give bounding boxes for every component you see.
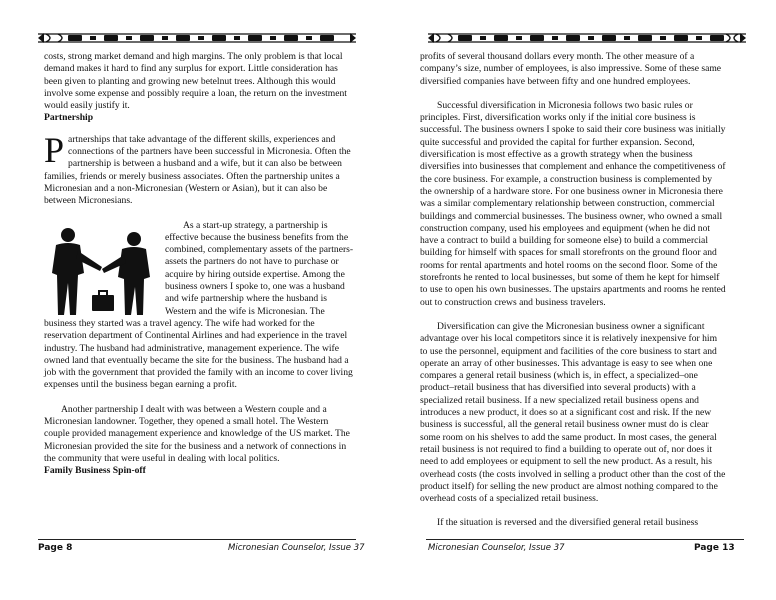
body-paragraph: Diversification can give the Micronesian business owner a significant advantage over his local competitors since it is relatively inexpensive for him to use the personnel, equipment and facilities of the core business to start and operate an array of other businesses. This advantage is easy to see when one compares a general retail business (which is, in effect, a specialized–one product–retail business that has diversified into several products) with a specialized retail business. If a new specialized retail business opens and introduces a new product, it does so at a significant cost and risk. If the new business is successful, all the general retail business owner must do is clear some room on his shelves to add the same product. In most cases, the general retail business is not required to find a building to operate out of, nor does it need to add employees or equipment to sell the new product. As a result, his overhead costs (the costs involved in selling a product other than the cost of the product itself) for selling the new product are almost nothing compared to the overhead costs of a specialized retail business. bbox=[420, 320, 726, 505]
paragraph-text: As a start-up strategy, a partnership is effective because the business benefits from the combined, complementary assets of the partners-assets the partners do not have to purchase or acquire by hiring outside expertise. Among the business owners I spoke to, one was a husband and wife partnership where the husband is Western and the wife is Micronesian. The business they started was a travel agency. The wife had worked for the reservation department of Continental Airlines and had experience in the travel industry. The husband had administrative, management experience. The wife owned land that eventually became the site for the business. The husband had a job with the government that provided the family with an income to cover living expenses until the business began earning a profit. bbox=[44, 219, 354, 391]
paragraph-text: artnerships that take advantage of the different skills, experiences and connections of the partners have been successful in Micronesia. Often the partnership is between a husband and a wife, but it can also be between families, friends or merely business associates. Often the partnership unites a Micronesian and a non-Micronesian (Western or Asian), but it can also be between Micronesians. bbox=[44, 133, 351, 207]
right-page bbox=[388, 0, 776, 600]
page-number: Page 8 bbox=[38, 543, 73, 553]
footer-rule bbox=[38, 539, 356, 540]
footer-rule bbox=[426, 539, 744, 540]
body-paragraph: costs, strong market demand and high margins. The only problem is that local demand makes it hard to find any surplus for export. Little consideration has been given to planting and growing new betelnut trees. Although this would involve some expense and possibly require a loan, the return on the investment would easily justify it. bbox=[44, 51, 347, 112]
section-heading-partnership: Partnership bbox=[44, 112, 94, 124]
business-handshake-icon bbox=[42, 223, 159, 318]
issue-label: Micronesian Counselor, Issue 37 bbox=[228, 543, 365, 553]
body-paragraph bbox=[44, 220, 354, 392]
section-heading-spinoff: Family Business Spin-off bbox=[44, 465, 146, 477]
body-paragraph: If the situation is reversed and the diversified general retail business bbox=[437, 517, 699, 529]
body-paragraph bbox=[44, 129, 354, 208]
drop-cap: P bbox=[44, 129, 65, 170]
right-column bbox=[420, 51, 726, 530]
left-column bbox=[44, 51, 354, 478]
body-paragraph: profits of several thousand dollars every month. The other measure of a company’s size, number of employees, is also impressive. Some of these same diversified companies have between fifty and one hundred employees. bbox=[420, 51, 722, 87]
body-paragraph: Another partnership I dealt with was between a Western couple and a Micronesian landowner. Together, they opened a small hotel. The Western couple provided management experience and knowledge of the US market. The Micronesian provided the site for the business and a network of connections in the community that were useful in dealing with local politics. bbox=[44, 403, 350, 464]
ornamental-banner-icon bbox=[38, 30, 356, 46]
issue-label: Micronesian Counselor, Issue 37 bbox=[428, 543, 565, 553]
ornamental-banner-icon bbox=[428, 30, 746, 46]
page-number: Page 13 bbox=[694, 543, 735, 553]
body-paragraph: Successful diversification in Micronesia follows two basic rules or principles. First, diversification works only if the initial core business is successful. The business owners I spoke to said their core business was initially quite successful and provided the capital for further expansion. Second, diversification is most effective as a growth strategy when the business diversifies into businesses that complement and enhance the competitiveness of the core business. For example, a construction business is complemented by the ownership of a hardware store. For one business owner in Micronesia there was a similar complementary relationship between construction, commercial buildings and commercial businesses. The business owner, who owned a small construction company, used his employees and equipment (when he did not have a contract to build a building for someone else) to build a commercial building for himself with spaces for small storefronts on the ground floor and rooms for rental apartments and hotel rooms on the second floor. Some of the storefronts he rented to local businesses, but some of them he kept for himself to use to open his own businesses. The upstairs apartments and rooms he rented out to construction crews and business travelers. bbox=[420, 99, 726, 308]
